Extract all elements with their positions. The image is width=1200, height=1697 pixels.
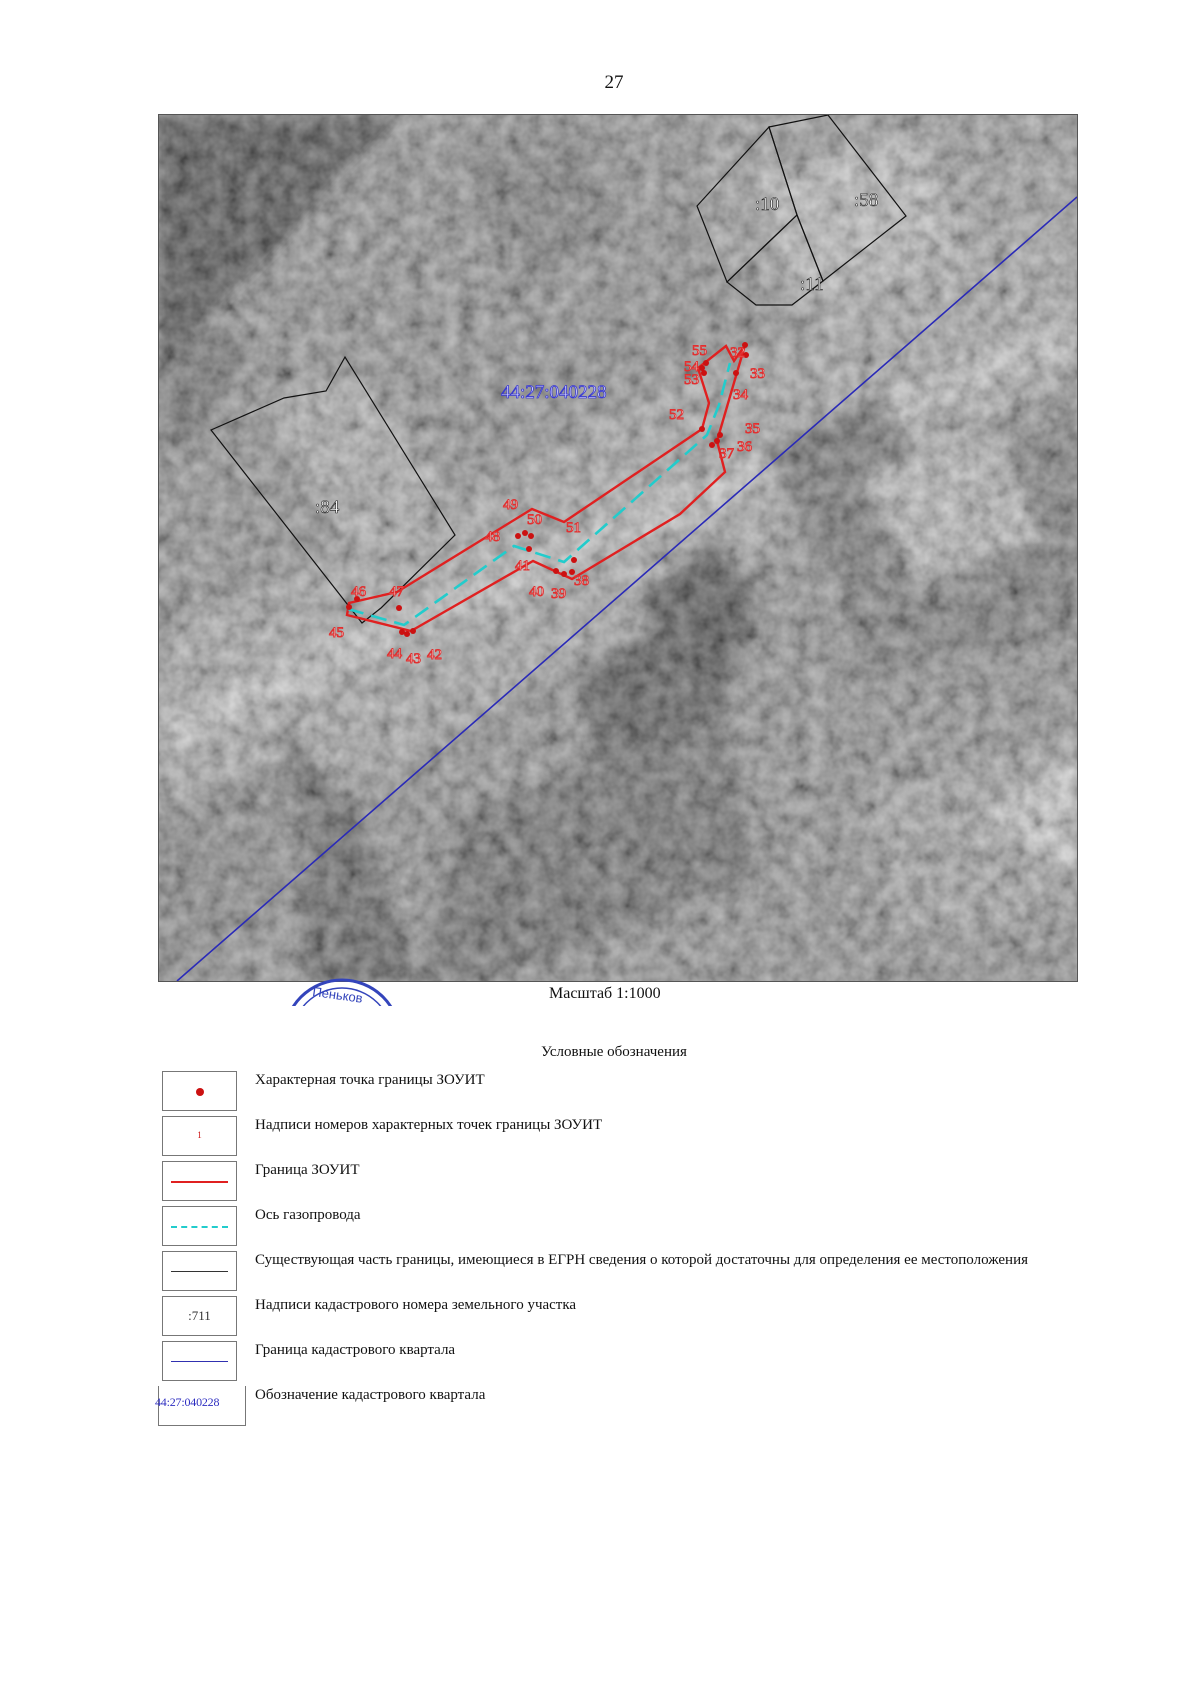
parcel-label-84: :84 [315,497,340,518]
point-label: 35 [745,421,760,437]
legend-text: Граница ЗОУИТ [255,1162,360,1178]
parcel-label-11: :11 [800,274,824,295]
point-label: 54 [684,359,699,375]
legend-symbol-box [162,1161,237,1201]
black-line-icon [171,1271,228,1272]
point-label: 38 [574,573,589,589]
point-label: 52 [669,407,684,423]
legend-item-point [162,1071,1062,1116]
parcel-label-58: :58 [854,190,879,211]
parcel-label-10: :10 [755,194,780,215]
point-label: 39 [551,586,566,602]
point-label: 33 [750,366,765,382]
legend-text: Обозначение кадастрового квартала [255,1387,486,1403]
legend-symbol-box [162,1341,237,1381]
cadastral-number-icon: :711 [188,1308,211,1323]
point-label: 32 [730,345,745,361]
legend [155,1071,1062,1431]
point-label: 45 [329,625,344,641]
legend-text: Характерная точка границы ЗОУИТ [255,1072,485,1088]
point-label: 51 [566,520,581,536]
svg-text:Пеньков: Пеньков [311,983,364,1006]
point-label: 47 [389,584,404,600]
point-label: 46 [351,584,366,600]
quarter-label-icon: 44:27:040228 [155,1395,220,1409]
point-label: 50 [527,512,542,528]
legend-item-point-number [162,1116,1062,1161]
stamp-seal [262,978,422,1006]
point-label: 48 [485,529,500,545]
legend-item-gas-axis [162,1206,1062,1251]
legend-item-quarter-label [155,1386,1062,1431]
legend-symbol-box [162,1296,237,1336]
map-canvas [159,115,1077,981]
map-scale: Масштаб 1:1000 [549,985,661,1002]
cyan-dashed-line-icon [171,1226,228,1228]
red-line-icon [171,1181,228,1183]
legend-symbol-box [155,1386,246,1426]
legend-item-cadastral-number [162,1296,1062,1341]
point-label: 55 [692,343,707,359]
point-label: 42 [427,647,442,663]
legend-symbol-box [162,1071,237,1111]
legend-text: Надписи номеров характерных точек границы ЗОУИТ [255,1117,603,1133]
red-number-icon: 1 [197,1130,202,1140]
page-number: 27 [604,72,624,93]
legend-symbol-box [162,1116,237,1156]
stamp [262,978,422,1006]
point-label: 41 [515,558,530,574]
red-dot-icon [196,1088,204,1096]
point-label: 53 [684,372,699,388]
point-label: 43 [406,651,421,667]
legend-text: Граница кадастрового квартала [255,1342,456,1358]
point-label: 49 [503,497,518,513]
legend-text: Ось газопровода [255,1207,361,1223]
cadastral-map [158,114,1078,982]
legend-title: Условные обозначения [541,1044,687,1060]
point-label: 37 [719,446,734,462]
legend-symbol-box [162,1251,237,1291]
legend-text: Надписи кадастрового номера земельного участка [255,1297,577,1313]
aerial-texture [159,115,1077,981]
legend-symbol-box [162,1206,237,1246]
legend-item-quarter-boundary [162,1341,1062,1386]
point-label: 36 [737,439,752,455]
point-label: 34 [733,387,748,403]
legend-item-existing-boundary [162,1251,1062,1296]
point-label: 40 [529,584,544,600]
legend-text: Существующая часть границы, имеющиеся в ЕГРН сведения о которой достаточны для определения ее местоположения [255,1252,1028,1268]
point-label: 44 [387,646,402,662]
legend-item-zouit-boundary [162,1161,1062,1206]
blue-line-icon [171,1361,228,1362]
quarter-label: 44:27:040228 [501,382,607,403]
